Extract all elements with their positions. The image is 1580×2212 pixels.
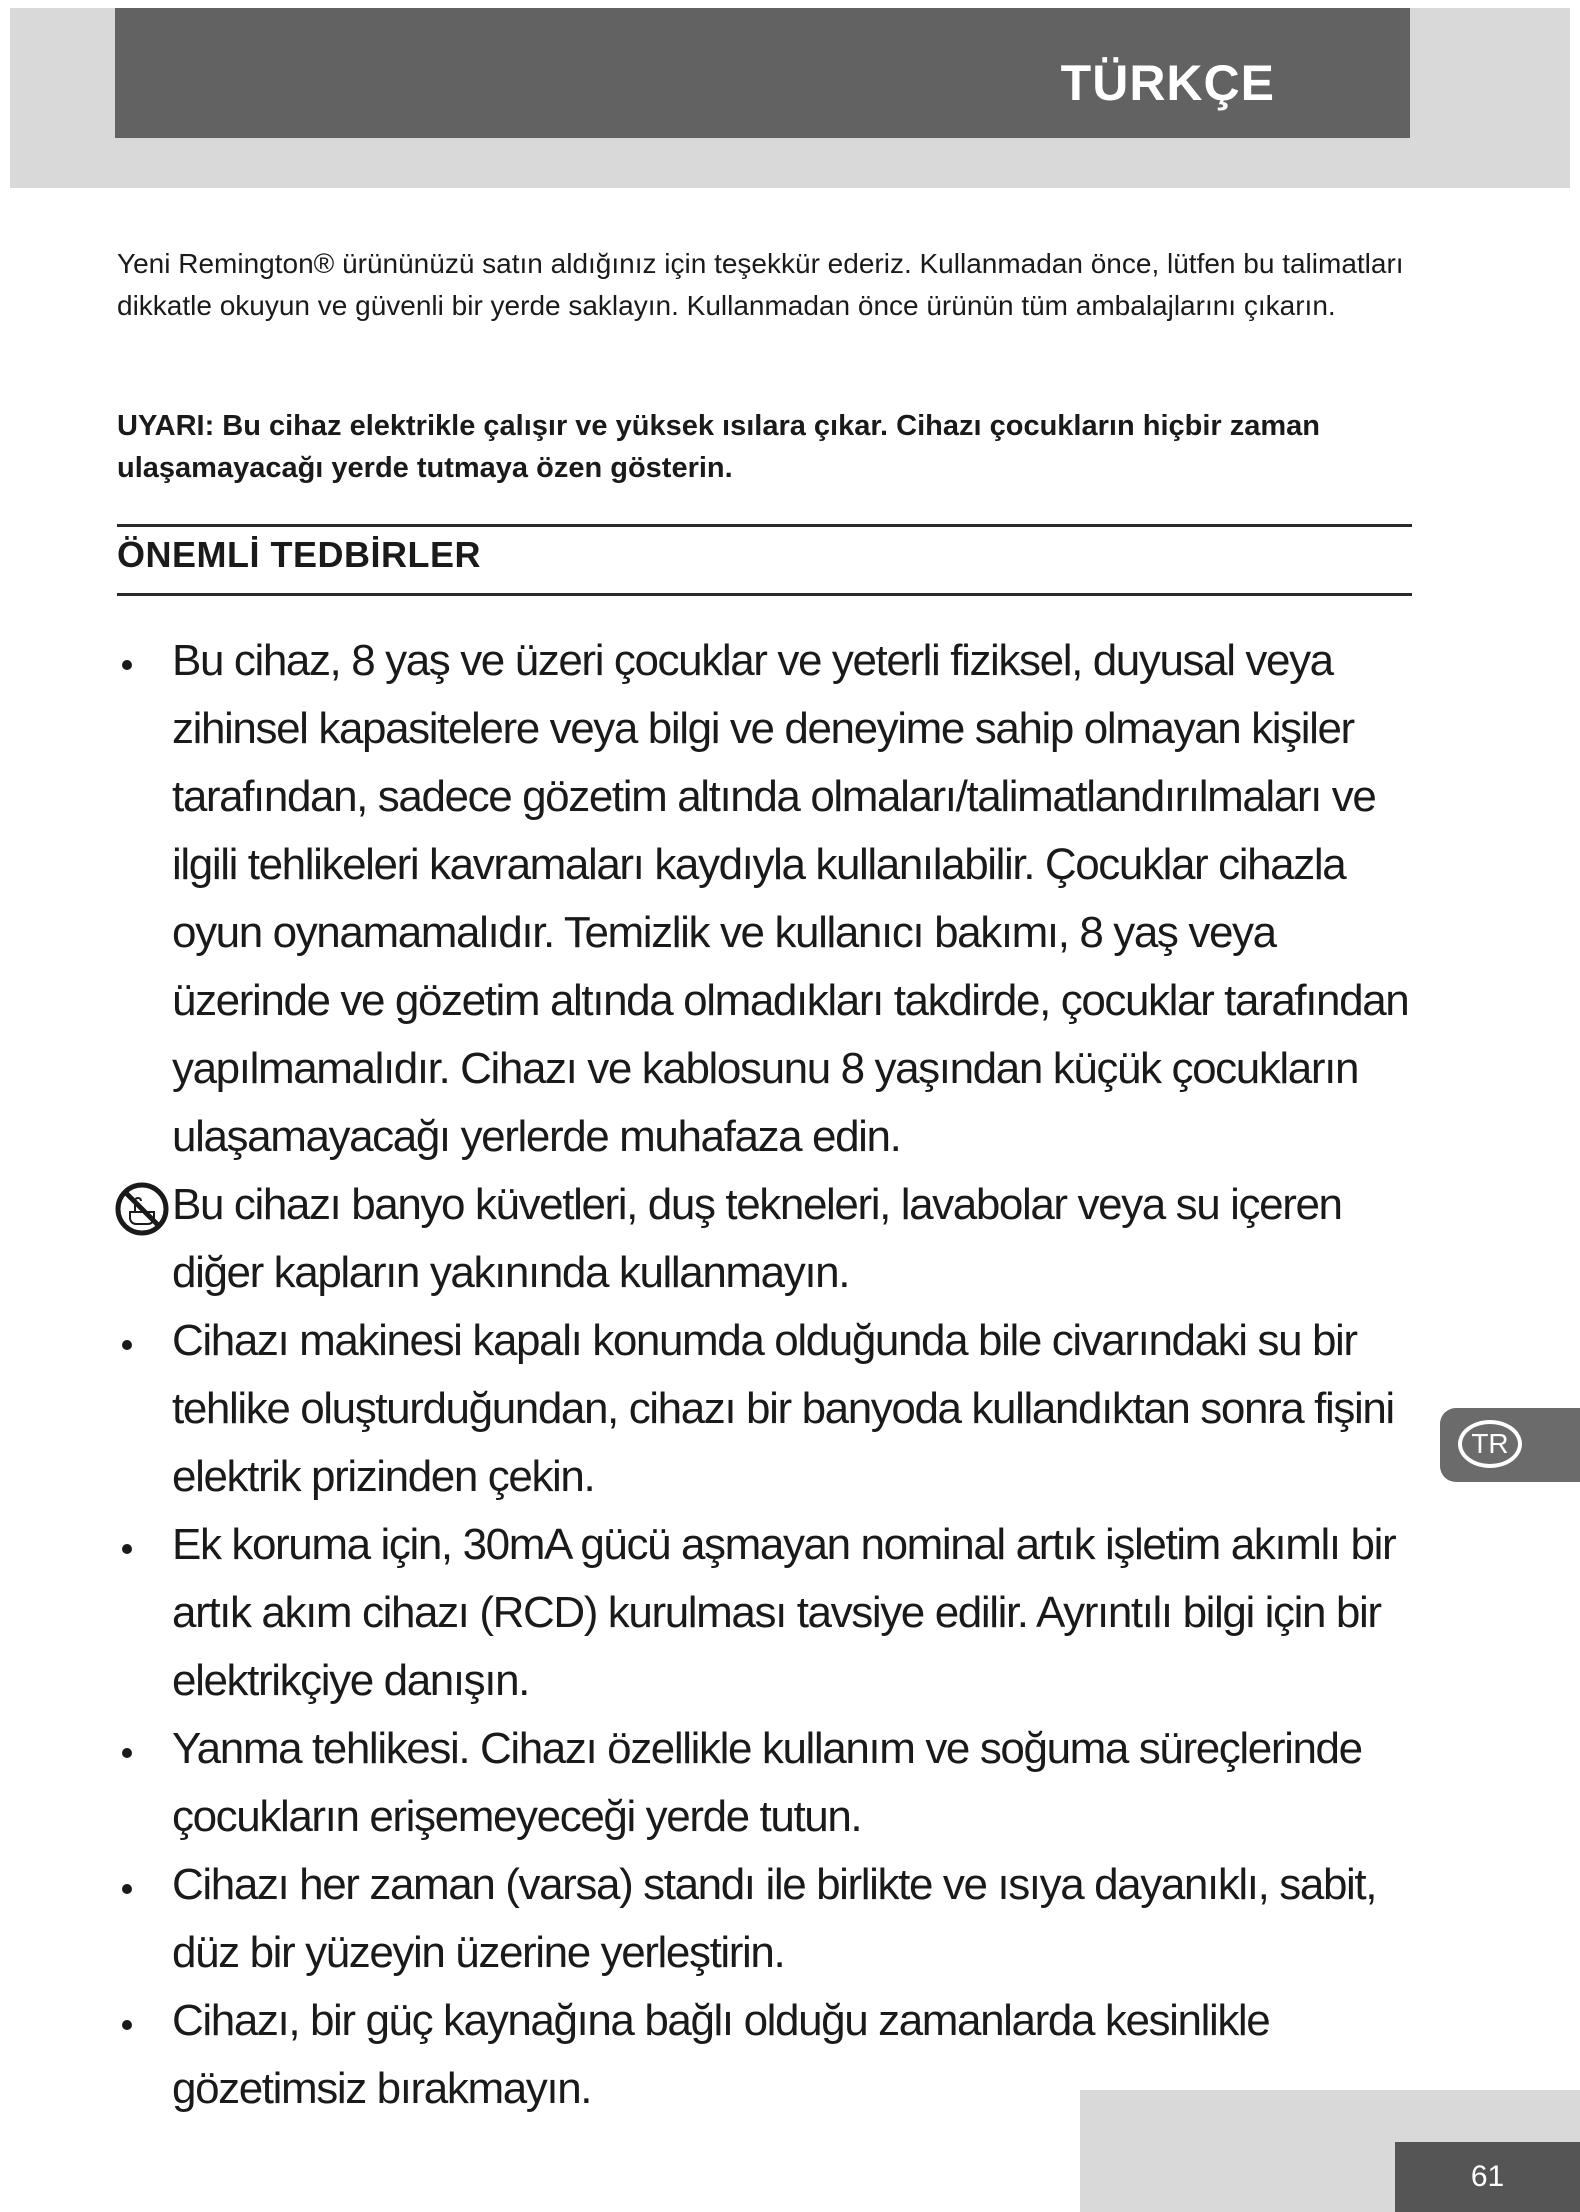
section-heading: ÖNEMLİ TEDBİRLER <box>117 534 481 575</box>
list-item <box>112 627 1442 1171</box>
intro-paragraph: Yeni Remington® ürününüzü satın aldığınız için teşekkür ederiz. Kullanmadan önce, lütfen bu talimatları dikkatle okuyun ve güvenli bir yerde saklayın. Kullanmadan önce ürünün tüm ambalajlarını çıkarın. <box>117 248 1404 321</box>
list-item-text: Cihazı makinesi kapalı konumda olduğunda bile civarındaki su bir tehlike oluşturduğundan, cihazı bir banyoda kullandıktan sonra fişini elektrik prizinden çekin. <box>172 1316 1394 1501</box>
page-title: TÜRKÇE <box>1060 55 1275 111</box>
safety-list <box>112 627 1442 2123</box>
bullet-dot <box>122 660 132 670</box>
bullet-dot <box>122 1748 132 1758</box>
list-item-text: Cihazı, bir güç kaynağına bağlı olduğu zamanlarda kesinlikle gözetimsiz bırakmayın. <box>172 1996 1270 2113</box>
list-item-text: Yanma tehlikesi. Cihazı özellikle kullanım ve soğuma süreçlerinde çocukların erişemeyeceği yerde tutun. <box>172 1724 1362 1841</box>
list-item-text: Bu cihazı banyo küvetleri, duş tekneleri, lavabolar veya su içeren diğer kapların yakınında kullanmayın. <box>172 1180 1342 1297</box>
bullet-dot <box>122 1884 132 1894</box>
list-item-text: Cihazı her zaman (varsa) standı ile birlikte ve ısıya dayanıklı, sabit, düz bir yüzeyin üzerine yerleştirin. <box>172 1860 1377 1977</box>
bullet-dot <box>122 2020 132 2030</box>
list-item-text: Bu cihaz, 8 yaş ve üzeri çocuklar ve yeterli fiziksel, duyusal veya zihinsel kapasitelere veya bilgi ve deneyime sahip olmayan kişiler tarafından, sadece gözetim altında olmaları/talimatlandırılmaları ve ilgili tehlikeleri kavramaları kaydıyla kullanılabilir. Çocuklar cihazla oyun oynamamalıdır. Temizlik ve kullanıcı bakımı, 8 yaş veya üzerinde ve gözetim altında olmadıkları takdirde, çocuklar tarafından yapılmamalıdır. Cihazı ve kablosunu 8 yaşından küçük çocukların ulaşamayacağı yerlerde muhafaza edin. <box>172 636 1409 1161</box>
list-item <box>112 1171 1442 1307</box>
section-divider-top <box>117 524 1412 527</box>
language-tab-label: TR <box>1458 1420 1522 1468</box>
list-item <box>112 1851 1442 1987</box>
page-number: 61 <box>1395 2142 1580 2212</box>
section-divider-bottom <box>117 593 1412 596</box>
bullet-dot <box>122 1340 132 1350</box>
list-item <box>112 1715 1442 1851</box>
bullet-dot <box>122 1544 132 1554</box>
language-tab <box>1440 1408 1580 1482</box>
list-item <box>112 1307 1442 1511</box>
list-item-text: Ek koruma için, 30mA gücü aşmayan nominal artık işletim akımlı bir artık akım cihazı (RCD) kurulması tavsiye edilir. Ayrıntılı bilgi için bir elektrikçiye danışın. <box>172 1520 1396 1705</box>
header-bar <box>115 8 1410 138</box>
list-item <box>112 1511 1442 1715</box>
no-water-bath-icon <box>114 1181 170 1237</box>
warning-paragraph: UYARI: Bu cihaz elektrikle çalışır ve yüksek ısılara çıkar. Cihazı çocukların hiçbir zaman ulaşamayacağı yerde tutmaya özen gösterin. <box>117 410 1321 484</box>
